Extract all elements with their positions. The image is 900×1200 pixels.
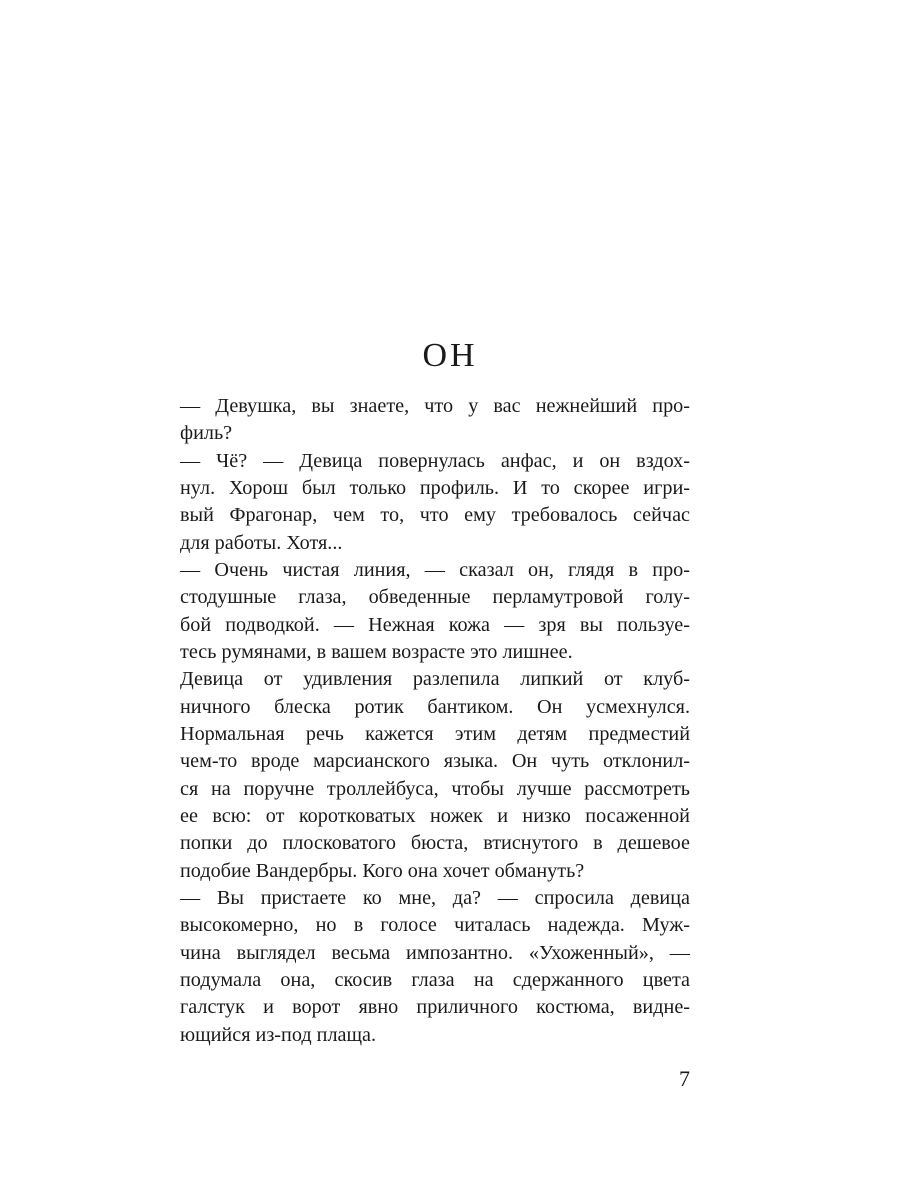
text-line: попки до плосковатого бюста, втиснутого в дешевое (180, 832, 690, 855)
page-number: 7 (679, 1066, 690, 1091)
text-line: чина выглядел весьма импозантно. «Ухоженный», — (180, 941, 690, 964)
text-line: подобие Вандербры. Кого она хочет обмануть? (180, 859, 585, 882)
text-line: бой подводкой. — Нежная кожа — зря вы пользуе- (180, 613, 690, 636)
text-line: — Вы пристаете ко мне, да? — спросила девица (180, 886, 690, 909)
text-line: Нормальная речь кажется этим детям предместий (180, 722, 690, 745)
text-line: — Чё? — Девица повернулась анфас, и он вздох- (180, 449, 690, 472)
text-line: галстук и ворот явно приличного костюма, видне- (180, 996, 690, 1019)
text-line: нул. Хорош был только профиль. И то скорее игри- (180, 476, 690, 499)
text-line: стодушные глаза, обведенные перламутровой голу- (180, 586, 690, 609)
text-line: подумала она, скосив глаза на сдержанного цвета (180, 968, 690, 991)
text-line: ничного блеска ротик бантиком. Он усмехнулся. (180, 695, 690, 718)
text-line: ее всю: от коротковатых ножек и низко посаженной (180, 804, 690, 827)
body-text (180, 393, 690, 1049)
text-line: тесь румянами, в вашем возрасте это лишнее. (180, 640, 573, 663)
text-line: вый Фрагонар, чем то, что ему требовалось сейчас (180, 504, 690, 527)
text-line: Девица от удивления разлепила липкий от клуб- (180, 668, 690, 691)
text-line: филь? (180, 422, 233, 445)
text-line: высокомерно, но в голосе читалась надежда. Муж- (180, 914, 690, 937)
text-line: чем-то вроде марсианского языка. Он чуть отклонил- (180, 750, 690, 773)
text-line: ющийся из-под плаща. (180, 1023, 377, 1046)
text-line: — Девушка, вы знаете, что у вас нежнейший про- (180, 395, 690, 417)
text-line: — Очень чистая линия, — сказал он, глядя в про- (180, 558, 690, 581)
chapter-title: ОН (422, 337, 478, 374)
text-line: ся на поручне троллейбуса, чтобы лучше рассмотреть (180, 777, 690, 800)
text-line: для работы. Хотя... (180, 531, 343, 554)
